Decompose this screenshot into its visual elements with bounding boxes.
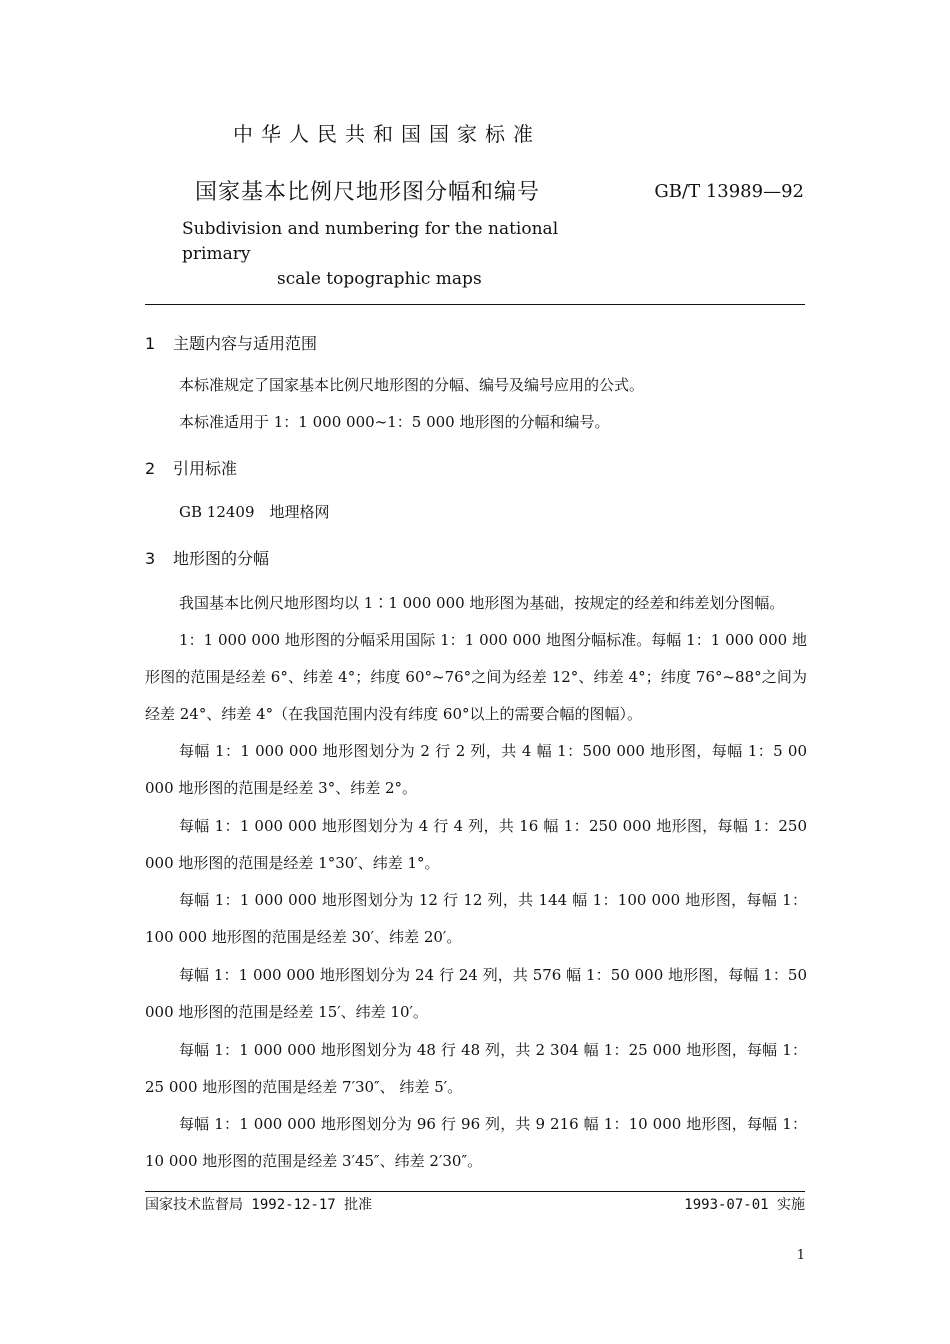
title-en-line1: Subdivision and numbering for the national primary [182,219,559,264]
section-3-paragraph-1: 我国基本比例尺地形图均以 1∶1 000 000 地形图为基础，按规定的经差和纬差划分图幅。 [179,594,785,612]
section-title: 主题内容与适用范围 [173,334,318,353]
section-3-paragraph-2: 1：1 000 000 地形图的分幅采用国际 1：1 000 000 地图分幅标准。每幅 1：1 000 000 地形图的范围是经差 6°、纬差 4°；纬度 60°~76°之间为经差 12°、纬差 4°；纬度 76°~88°之间为经差 24°、纬差 4°（在我国范围内没有纬度 60°以上的需要合幅的图幅）。 [145,631,807,723]
reference-standard: GB 12409 地理格网 [179,503,330,521]
section-number: 1 [145,334,156,353]
section-3-paragraph-7: 每幅 1：1 000 000 地形图划分为 48 行 48 列，共 2 304 幅 1：25 000 地形图，每幅 1：25 000 地形图的范围是经差 7′30″、 纬差 5′。 [145,1041,807,1096]
section-title: 地形图的分幅 [173,549,270,568]
document-title-en [182,217,582,292]
footer-divider [145,1191,805,1192]
standard-code: GB/T 13989—92 [654,181,804,202]
section-number: 3 [145,549,156,568]
section-2-heading [145,456,237,479]
section-3-paragraph-8: 每幅 1：1 000 000 地形图划分为 96 行 96 列，共 9 216 幅 1：10 000 地形图，每幅 1：10 000 地形图的范围是经差 3′45″、纬差 2′30″。 [145,1115,807,1170]
section-3-heading [145,546,269,569]
section-number: 2 [145,459,156,478]
effective-date: 1993-07-01 实施 [684,1197,805,1213]
section-3-paragraph-3: 每幅 1：1 000 000 地形图划分为 2 行 2 列，共 4 幅 1：500 000 地形图，每幅 1：5 00 000 地形图的范围是经差 3°、纬差 2°。 [145,742,807,797]
header-divider [145,304,805,305]
section-3-paragraph-4: 每幅 1：1 000 000 地形图划分为 4 行 4 列，共 16 幅 1：250 000 地形图，每幅 1：250 000 地形图的范围是经差 1°30′、纬差 1°。 [145,817,807,872]
section-1-heading [145,331,317,354]
section-3-paragraph-5: 每幅 1：1 000 000 地形图划分为 12 行 12 列，共 144 幅 1：100 000 地形图，每幅 1：100 000 地形图的范围是经差 30′、纬差 20′。 [145,891,807,946]
national-standard-heading: 中华人民共和国国家标准 [233,122,541,146]
title-en-line2: scale topographic maps [277,269,482,289]
section-3-paragraph-6: 每幅 1：1 000 000 地形图划分为 24 行 24 列，共 576 幅 1：50 000 地形图，每幅 1：50 000 地形图的范围是经差 15′、纬差 10′。 [145,966,807,1021]
page-number: 1 [796,1248,805,1263]
section-title: 引用标准 [173,459,238,478]
section-1-paragraph-1: 本标准规定了国家基本比例尺地形图的分幅、编号及编号应用的公式。 [179,376,645,394]
document-title-cn: 国家基本比例尺地形图分幅和编号 [195,180,541,205]
approval-date: 国家技术监督局 1992-12-17 批准 [145,1197,373,1213]
section-1-paragraph-2: 本标准适用于 1：1 000 000~1：5 000 地形图的分幅和编号。 [179,413,610,431]
